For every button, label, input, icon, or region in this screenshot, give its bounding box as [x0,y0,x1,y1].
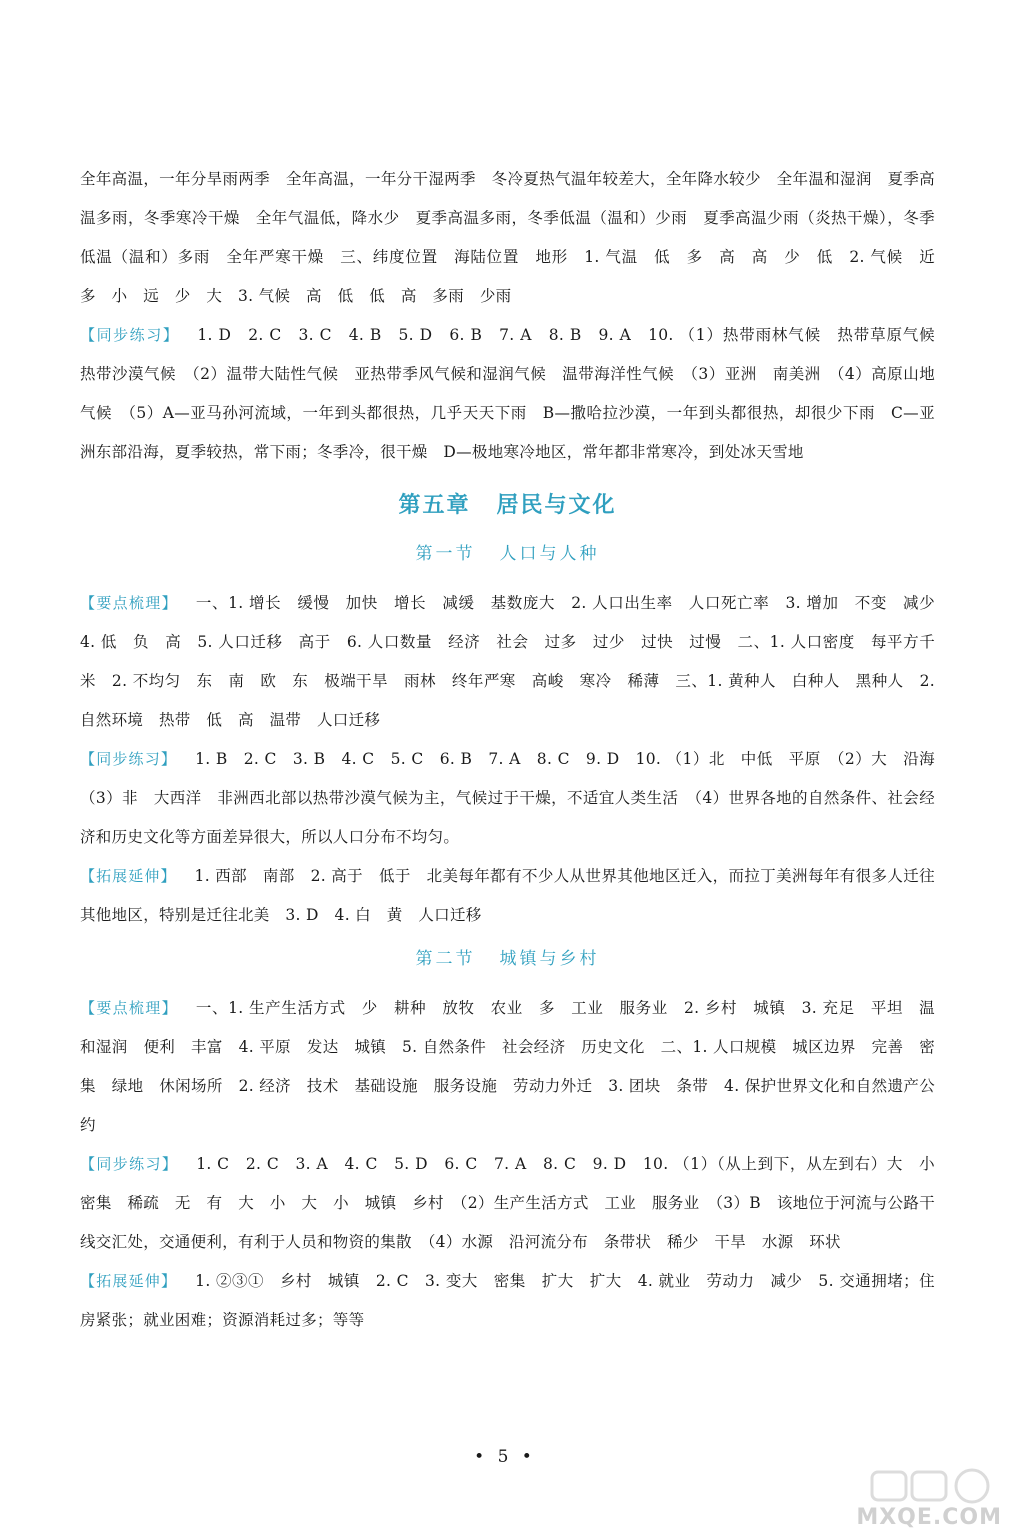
section-title: 人口与人种 [499,544,600,564]
extension-text: 1. ②③① 乡村 城镇 2. C 3. 变大 密集 扩大 扩大 4. 就业 劳动力 减少 5. 交通拥堵；住房紧张；就业困难；资源消耗过多；等等 [80,1272,935,1329]
intro-paragraph: 全年高温，一年分旱雨两季 全年高温，一年分干湿两季 冬冷夏热气温年较差大，全年降水较少 全年温和湿润 夏季高温多雨，冬季寒冷干燥 全年气温低，降水少 夏季高温多雨，冬季低温（温和）少雨 夏季高温少雨（炎热干燥），冬季低温（温和）多雨 全年严寒干燥 三、纬度位置 海陆位置 地形 1. 气温 低 多 高 高 少 低 2. 气候 近 多 小 远 少 大 3. 气候 高 低 低 高 多雨 少雨 [80,170,951,305]
practice-tag: 【同步练习】 [80,1155,179,1173]
extension-block [80,857,935,935]
practice-answers: 1. D 2. C 3. C 4. B 5. D 6. B 7. A 8. B 9. A 10. （1）热带雨林气候 热带草原气候 热带沙漠气候 （2）温带大陆性气候 亚热带季风气候和湿润气候 温带海洋性气候 （3）亚洲 南美洲 （4）高原山地气候 （5）A—亚马孙河流域，一年到头都很热，几乎天天下雨 B—撒哈拉沙漠，一年到头都很热，却很少下雨 C—亚洲东部沿海，夏季较热，常下雨；冬季冷，很干燥 D—极地寒冷地区，常年都非常寒冷，到处冰天雪地 [80,326,951,461]
key-points-tag: 【要点梳理】 [80,594,178,612]
key-points-block [80,584,951,740]
section-number: 第二节 [415,949,476,969]
extension-block [80,1262,935,1340]
key-points-text: 一、1. 生产生活方式 少 耕种 放牧 农业 多 工业 服务业 2. 乡村 城镇 3. 充足 平坦 温和湿润 便利 丰富 4. 平原 发达 城镇 5. 自然条件 社会经济 历史文化 二、1. 人口规模 城区边界 完善 密集 绿地 休闲场所 2. 经济 技术 基础设施 服务设施 劳动力外迁 3. 团块 条带 4. 保护世界文化和自然遗产公约 [80,999,935,1134]
watermark-text: MXQE.COM [856,1505,1002,1530]
practice-tag: 【同步练习】 [80,326,180,344]
key-points-text: 一、1. 增长 缓慢 加快 增长 减缓 基数庞大 2. 人口出生率 人口死亡率 3. 增加 不变 减少 4. 低 负 高 5. 人口迁移 高于 6. 人口数量 经济 社会 过多 过少 过快 过慢 二、1. 人口密度 每平方千米 2. 不均匀 东 南 欧 东 极端干旱 雨林 终年严寒 高峻 寒冷 稀薄 三、1. 黄种人 白种人 黑种人 2. 自然环境 热带 低 高 温带 人口迁移 [80,594,951,729]
watermark [802,1468,1002,1530]
section-heading [80,536,935,572]
practice-block [80,740,951,857]
extension-text: 1. 西部 南部 2. 高于 低于 北美每年都有不少人从世界其他地区迁入，而拉丁美洲每年有很多人迁往其他地区，特别是迁往北美 3. D 4. 白 黄 人口迁移 [80,867,935,924]
practice-text: 1. C 2. C 3. A 4. C 5. D 6. C 7. A 8. C 9. D 10. （1）（从上到下，从左到右）大 小 密集 稀疏 无 有 大 小 大 小 城镇 乡村 （2）生产生活方式 工业 服务业 （3）B 该地位于河流与公路干线交汇处，交通便利，有利于人员和物资的集散 （4）水源 沿河流分布 条带状 稀少 干旱 水源 环状 [80,1155,951,1251]
page-number: • 5 • [474,1447,536,1467]
section-number: 第一节 [415,544,476,564]
extension-tag: 【拓展延伸】 [80,867,177,885]
practice-tag: 【同步练习】 [80,750,178,768]
answer-page [80,160,951,1340]
chapter-heading [80,486,935,526]
watermark-logo-icon [802,1466,1002,1506]
section-heading [80,941,935,977]
key-points-block [80,989,935,1145]
extension-tag: 【拓展延伸】 [80,1272,178,1290]
section-title: 城镇与乡村 [499,949,600,969]
practice-text: 1. B 2. C 3. B 4. C 5. C 6. B 7. A 8. C 9. D 10. （1）北 中低 平原 （2）大 沿海 （3）非 大西洋 非洲西北部以热带沙漠气候为主，气候过于干燥，不适宜人类生活 （4）世界各地的自然条件、社会经济和历史文化等方面差异很大，所以人口分布不均匀。 [80,750,951,846]
chapter-number: 第五章 [398,493,471,518]
practice-block [80,1145,951,1262]
chapter-title: 居民与文化 [496,493,617,518]
key-points-tag: 【要点梳理】 [80,999,178,1017]
intro-practice-block [80,316,951,472]
